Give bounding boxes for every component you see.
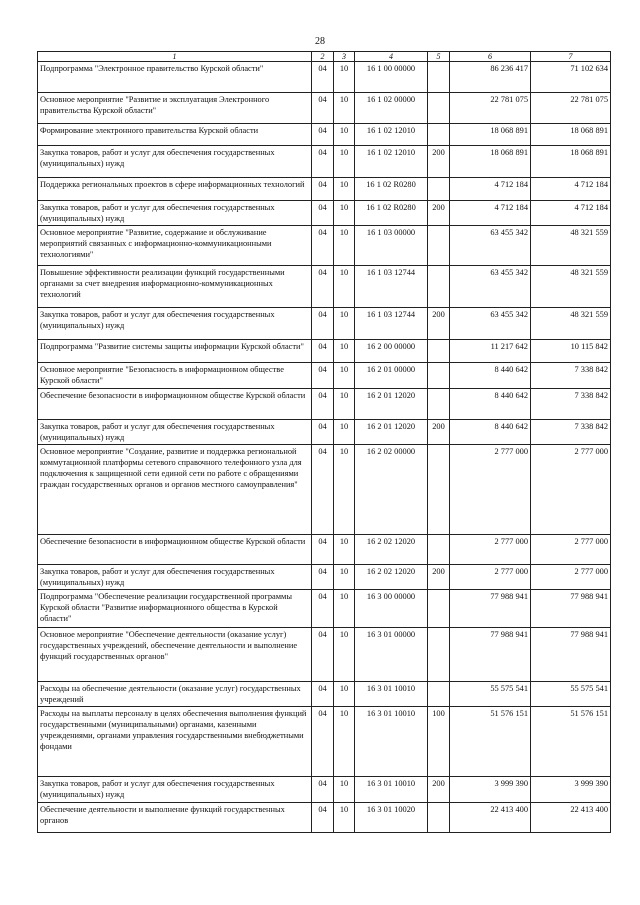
row-subsection-cell: 10 <box>334 266 355 308</box>
row-subsection-cell: 10 <box>334 226 355 266</box>
table-row <box>38 445 611 535</box>
row-name-cell: Основное мероприятие "Обеспечение деятельности (оказание услуг) государственных учреждений, обеспечение деятельности и выполнение функций государственных органов" <box>38 628 312 682</box>
row-target-code-cell: 16 2 01 00000 <box>355 363 428 389</box>
row-section-cell: 04 <box>312 363 334 389</box>
row-section-cell: 04 <box>312 226 334 266</box>
row-subsection-cell: 10 <box>334 777 355 803</box>
row-name-cell: Обеспечение безопасности в информационном обществе Курской области <box>38 389 312 420</box>
table-row <box>38 803 611 833</box>
row-expense-type-cell <box>428 340 450 363</box>
header-row <box>38 52 611 62</box>
row-name-cell: Основное мероприятие "Развитие и эксплуатация Электронного правительства Курской области" <box>38 93 312 124</box>
row-amount-2-cell: 2 777 000 <box>531 445 611 535</box>
row-subsection-cell: 10 <box>334 389 355 420</box>
row-name-cell: Основное мероприятие "Развитие, содержание и обслуживание мероприятий связанных с информационно-коммуникационными технологиями" <box>38 226 312 266</box>
row-amount-2-cell: 4 712 184 <box>531 178 611 201</box>
row-amount-2-cell: 22 413 400 <box>531 803 611 833</box>
row-amount-1-cell: 18 068 891 <box>450 124 531 146</box>
row-amount-1-cell: 8 440 642 <box>450 363 531 389</box>
table-row <box>38 93 611 124</box>
row-target-code-cell: 16 2 01 12020 <box>355 389 428 420</box>
row-target-code-cell: 16 2 01 12020 <box>355 420 428 445</box>
table-row <box>38 682 611 707</box>
row-target-code-cell: 16 3 01 10010 <box>355 707 428 777</box>
row-section-cell: 04 <box>312 777 334 803</box>
table-row <box>38 178 611 201</box>
table-row <box>38 389 611 420</box>
row-amount-1-cell: 8 440 642 <box>450 389 531 420</box>
row-expense-type-cell <box>428 803 450 833</box>
row-expense-type-cell <box>428 93 450 124</box>
row-target-code-cell: 16 3 00 00000 <box>355 590 428 628</box>
row-amount-1-cell: 18 068 891 <box>450 146 531 178</box>
row-name-cell: Подпрограмма "Электронное правительство Курской области" <box>38 62 312 93</box>
row-section-cell: 04 <box>312 389 334 420</box>
row-target-code-cell: 16 2 00 00000 <box>355 340 428 363</box>
row-name-cell: Повышение эффективности реализации функций государственными органами за счет внедрения информационно-коммуникационных технологий <box>38 266 312 308</box>
row-expense-type-cell <box>428 363 450 389</box>
row-subsection-cell: 10 <box>334 178 355 201</box>
row-amount-1-cell: 11 217 642 <box>450 340 531 363</box>
row-amount-2-cell: 51 576 151 <box>531 707 611 777</box>
row-name-cell: Закупка товаров, работ и услуг для обеспечения государственных (муниципальных) нужд <box>38 201 312 226</box>
header-cell: 1 <box>38 52 312 62</box>
row-name-cell: Закупка товаров, работ и услуг для обеспечения государственных (муниципальных) нужд <box>38 777 312 803</box>
row-name-cell: Закупка товаров, работ и услуг для обеспечения государственных (муниципальных) нужд <box>38 565 312 590</box>
row-amount-2-cell: 2 777 000 <box>531 565 611 590</box>
row-amount-2-cell: 48 321 559 <box>531 308 611 340</box>
row-amount-2-cell: 2 777 000 <box>531 535 611 565</box>
row-target-code-cell: 16 1 03 12744 <box>355 308 428 340</box>
row-target-code-cell: 16 1 02 12010 <box>355 124 428 146</box>
row-subsection-cell: 10 <box>334 124 355 146</box>
row-amount-1-cell: 86 236 417 <box>450 62 531 93</box>
row-amount-2-cell: 55 575 541 <box>531 682 611 707</box>
row-section-cell: 04 <box>312 707 334 777</box>
row-target-code-cell: 16 3 01 10010 <box>355 777 428 803</box>
row-section-cell: 04 <box>312 178 334 201</box>
row-subsection-cell: 10 <box>334 146 355 178</box>
row-name-cell: Обеспечение деятельности и выполнение функций государственных органов <box>38 803 312 833</box>
row-name-cell: Подпрограмма "Развитие системы защиты информации Курской области" <box>38 340 312 363</box>
row-amount-1-cell: 63 455 342 <box>450 226 531 266</box>
row-target-code-cell: 16 1 02 R0280 <box>355 201 428 226</box>
row-section-cell: 04 <box>312 266 334 308</box>
table-row <box>38 146 611 178</box>
row-section-cell: 04 <box>312 62 334 93</box>
row-name-cell: Основное мероприятие "Создание, развитие и поддержка региональной коммутационной платформы сетевого справочного телефонного узла для подключения к защищенной сети единой сети по работе с обращениями граждан государственных органов и органов местного самоуправления" <box>38 445 312 535</box>
page-number: 28 <box>315 36 325 47</box>
row-section-cell: 04 <box>312 146 334 178</box>
row-amount-1-cell: 55 575 541 <box>450 682 531 707</box>
row-amount-1-cell: 51 576 151 <box>450 707 531 777</box>
table-row <box>38 308 611 340</box>
row-expense-type-cell <box>428 62 450 93</box>
table-row <box>38 62 611 93</box>
row-expense-type-cell: 200 <box>428 308 450 340</box>
table-row <box>38 363 611 389</box>
row-subsection-cell: 10 <box>334 565 355 590</box>
row-target-code-cell: 16 2 02 12020 <box>355 565 428 590</box>
row-expense-type-cell: 100 <box>428 707 450 777</box>
row-amount-1-cell: 2 777 000 <box>450 535 531 565</box>
row-amount-1-cell: 2 777 000 <box>450 565 531 590</box>
row-amount-1-cell: 2 777 000 <box>450 445 531 535</box>
table-row <box>38 590 611 628</box>
row-target-code-cell: 16 1 00 00000 <box>355 62 428 93</box>
row-subsection-cell: 10 <box>334 363 355 389</box>
row-target-code-cell: 16 2 02 00000 <box>355 445 428 535</box>
row-subsection-cell: 10 <box>334 308 355 340</box>
row-amount-2-cell: 10 115 842 <box>531 340 611 363</box>
row-amount-2-cell: 77 988 941 <box>531 590 611 628</box>
row-expense-type-cell <box>428 535 450 565</box>
row-amount-2-cell: 7 338 842 <box>531 389 611 420</box>
row-expense-type-cell: 200 <box>428 565 450 590</box>
row-amount-1-cell: 3 999 390 <box>450 777 531 803</box>
row-amount-1-cell: 4 712 184 <box>450 178 531 201</box>
table-row <box>38 565 611 590</box>
row-target-code-cell: 16 1 03 12744 <box>355 266 428 308</box>
row-name-cell: Расходы на обеспечение деятельности (оказание услуг) государственных учреждений <box>38 682 312 707</box>
row-name-cell: Поддержка региональных проектов в сфере информационных технологий <box>38 178 312 201</box>
row-amount-2-cell: 3 999 390 <box>531 777 611 803</box>
table-row <box>38 777 611 803</box>
row-amount-2-cell: 22 781 075 <box>531 93 611 124</box>
row-name-cell: Обеспечение безопасности в информационном обществе Курской области <box>38 535 312 565</box>
header-cell: 7 <box>531 52 611 62</box>
row-target-code-cell: 16 1 03 00000 <box>355 226 428 266</box>
row-expense-type-cell: 200 <box>428 777 450 803</box>
row-section-cell: 04 <box>312 124 334 146</box>
row-subsection-cell: 10 <box>334 93 355 124</box>
header-cell: 2 <box>312 52 334 62</box>
row-section-cell: 04 <box>312 628 334 682</box>
row-amount-2-cell: 7 338 842 <box>531 363 611 389</box>
row-amount-2-cell: 7 338 842 <box>531 420 611 445</box>
row-subsection-cell: 10 <box>334 445 355 535</box>
row-expense-type-cell <box>428 124 450 146</box>
row-expense-type-cell <box>428 226 450 266</box>
row-subsection-cell: 10 <box>334 340 355 363</box>
row-expense-type-cell <box>428 389 450 420</box>
row-subsection-cell: 10 <box>334 201 355 226</box>
table-row <box>38 420 611 445</box>
row-amount-1-cell: 22 413 400 <box>450 803 531 833</box>
row-target-code-cell: 16 1 02 12010 <box>355 146 428 178</box>
table-row <box>38 124 611 146</box>
row-amount-2-cell: 18 068 891 <box>531 146 611 178</box>
row-subsection-cell: 10 <box>334 590 355 628</box>
row-amount-2-cell: 48 321 559 <box>531 226 611 266</box>
table-row <box>38 201 611 226</box>
table-row <box>38 535 611 565</box>
row-amount-1-cell: 77 988 941 <box>450 590 531 628</box>
row-section-cell: 04 <box>312 565 334 590</box>
row-target-code-cell: 16 1 02 00000 <box>355 93 428 124</box>
row-name-cell: Закупка товаров, работ и услуг для обеспечения государственных (муниципальных) нужд <box>38 420 312 445</box>
row-expense-type-cell <box>428 590 450 628</box>
row-target-code-cell: 16 3 01 10010 <box>355 682 428 707</box>
row-subsection-cell: 10 <box>334 707 355 777</box>
row-target-code-cell: 16 3 01 10020 <box>355 803 428 833</box>
row-section-cell: 04 <box>312 308 334 340</box>
header-cell: 6 <box>450 52 531 62</box>
row-name-cell: Формирование электронного правительства Курской области <box>38 124 312 146</box>
row-section-cell: 04 <box>312 201 334 226</box>
row-subsection-cell: 10 <box>334 682 355 707</box>
row-section-cell: 04 <box>312 420 334 445</box>
row-expense-type-cell <box>428 178 450 201</box>
table-row <box>38 707 611 777</box>
row-amount-1-cell: 77 988 941 <box>450 628 531 682</box>
row-expense-type-cell <box>428 445 450 535</box>
row-amount-2-cell: 77 988 941 <box>531 628 611 682</box>
row-section-cell: 04 <box>312 590 334 628</box>
row-subsection-cell: 10 <box>334 628 355 682</box>
row-name-cell: Закупка товаров, работ и услуг для обеспечения государственных (муниципальных) нужд <box>38 308 312 340</box>
row-amount-1-cell: 8 440 642 <box>450 420 531 445</box>
row-section-cell: 04 <box>312 445 334 535</box>
row-expense-type-cell <box>428 682 450 707</box>
row-expense-type-cell <box>428 266 450 308</box>
row-amount-1-cell: 4 712 184 <box>450 201 531 226</box>
row-target-code-cell: 16 2 02 12020 <box>355 535 428 565</box>
row-amount-1-cell: 63 455 342 <box>450 308 531 340</box>
row-amount-2-cell: 71 102 634 <box>531 62 611 93</box>
row-subsection-cell: 10 <box>334 420 355 445</box>
row-name-cell: Расходы на выплаты персоналу в целях обеспечения выполнения функций государственными (муниципальными) органами, казенными учреждениями, органами управления государственными внебюджетными фондами <box>38 707 312 777</box>
row-subsection-cell: 10 <box>334 62 355 93</box>
row-section-cell: 04 <box>312 682 334 707</box>
table-row <box>38 266 611 308</box>
budget-table <box>37 51 611 833</box>
header-cell: 5 <box>428 52 450 62</box>
row-section-cell: 04 <box>312 803 334 833</box>
row-amount-2-cell: 4 712 184 <box>531 201 611 226</box>
row-section-cell: 04 <box>312 93 334 124</box>
row-section-cell: 04 <box>312 535 334 565</box>
row-amount-2-cell: 48 321 559 <box>531 266 611 308</box>
row-name-cell: Закупка товаров, работ и услуг для обеспечения государственных (муниципальных) нужд <box>38 146 312 178</box>
row-amount-1-cell: 22 781 075 <box>450 93 531 124</box>
table-row <box>38 340 611 363</box>
row-section-cell: 04 <box>312 340 334 363</box>
row-target-code-cell: 16 3 01 00000 <box>355 628 428 682</box>
row-expense-type-cell: 200 <box>428 146 450 178</box>
row-name-cell: Подпрограмма "Обеспечение реализации государственной программы Курской области "Развитие информационного общества в Курской области" <box>38 590 312 628</box>
row-subsection-cell: 10 <box>334 803 355 833</box>
row-expense-type-cell: 200 <box>428 420 450 445</box>
table-row <box>38 628 611 682</box>
row-subsection-cell: 10 <box>334 535 355 565</box>
row-expense-type-cell <box>428 628 450 682</box>
row-amount-2-cell: 18 068 891 <box>531 124 611 146</box>
header-cell: 3 <box>334 52 355 62</box>
header-cell: 4 <box>355 52 428 62</box>
row-amount-1-cell: 63 455 342 <box>450 266 531 308</box>
row-target-code-cell: 16 1 02 R0280 <box>355 178 428 201</box>
table-row <box>38 226 611 266</box>
row-expense-type-cell: 200 <box>428 201 450 226</box>
row-name-cell: Основное мероприятие "Безопасность в информационном обществе Курской области" <box>38 363 312 389</box>
